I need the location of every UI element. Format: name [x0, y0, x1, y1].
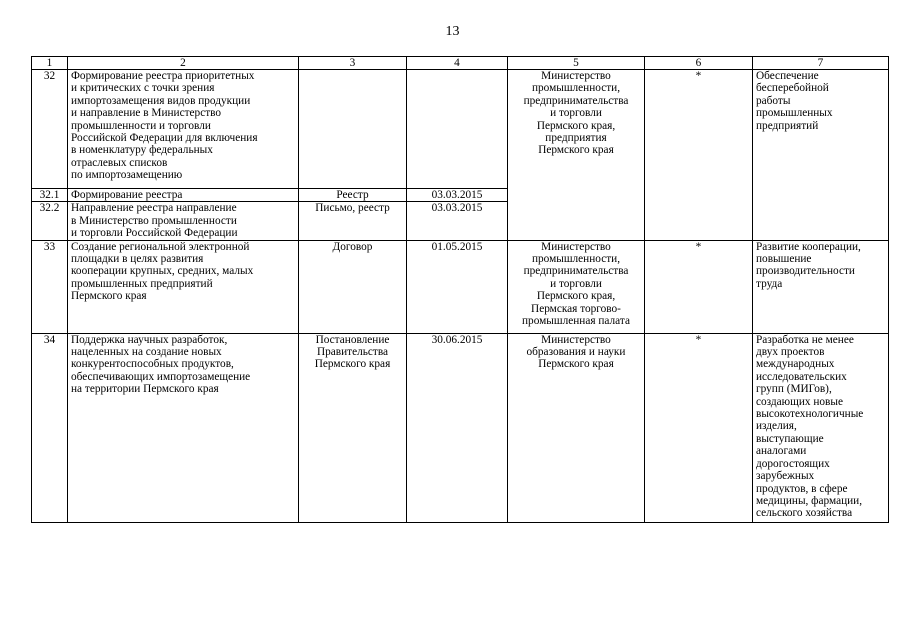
column-header: 3: [299, 57, 407, 70]
row-number: 34: [32, 333, 68, 522]
task-cell: Поддержка научных разработок, нацеленных на создание новых конкурентоспособных продуктов, обеспечивающих импортозамещение на территории Пермского края: [68, 333, 299, 522]
column-header: 7: [753, 57, 889, 70]
column-header: 5: [508, 57, 645, 70]
table-row: [32, 70, 889, 189]
row-number: 32: [32, 70, 68, 189]
row-number: 32.1: [32, 189, 68, 202]
date-cell: 03.03.2015: [407, 189, 508, 202]
table-row: [32, 333, 889, 522]
mark-cell: *: [645, 240, 753, 333]
result-cell: [299, 70, 407, 189]
executor-cell: Министерство промышленности, предпринимательства и торговли Пермского края, Пермская торгово- промышленная палата: [508, 240, 645, 333]
plan-table: [31, 56, 889, 523]
task-cell: Направление реестра направление в Министерство промышленности и торговли Российской Федерации: [68, 202, 299, 240]
task-cell: Создание региональной электронной площадки в целях развития кооперации крупных, средних, малых промышленных предприятий Пермского края: [68, 240, 299, 333]
column-header: 4: [407, 57, 508, 70]
task-cell: Формирование реестра приоритетных и критических с точки зрения импортозамещения видов продукции и направление в Министерство промышленности и торговли Российской Федерации для включения в номенклатуру федеральных отраслевых списков по импортозамещению: [68, 70, 299, 189]
mark-cell: *: [645, 70, 753, 241]
mark-cell: *: [645, 333, 753, 522]
date-cell: 30.06.2015: [407, 333, 508, 522]
date-cell: 03.03.2015: [407, 202, 508, 240]
effect-cell: Обеспечение бесперебойной работы промышленных предприятий: [753, 70, 889, 241]
row-number: 33: [32, 240, 68, 333]
date-cell: 01.05.2015: [407, 240, 508, 333]
effect-cell: Разработка не менее двух проектов международных исследовательских групп (МИГов), создающих новые высокотехнологичные изделия, выступающие аналогами дорогостоящих зарубежных продуктов, в сфере медицины, фармации, сельского хозяйства: [753, 333, 889, 522]
date-cell: [407, 70, 508, 189]
result-cell: Договор: [299, 240, 407, 333]
effect-cell: Развитие кооперации, повышение производительности труда: [753, 240, 889, 333]
result-cell: Реестр: [299, 189, 407, 202]
table-row: [32, 240, 889, 333]
result-cell: Постановление Правительства Пермского края: [299, 333, 407, 522]
executor-cell: Министерство образования и науки Пермского края: [508, 333, 645, 522]
column-header: 1: [32, 57, 68, 70]
executor-cell: Министерство промышленности, предпринимательства и торговли Пермского края, предприятия Пермского края: [508, 70, 645, 241]
page-number: 13: [445, 24, 460, 39]
column-header: 6: [645, 57, 753, 70]
column-header: 2: [68, 57, 299, 70]
task-cell: Формирование реестра: [68, 189, 299, 202]
header-row: [32, 57, 889, 70]
result-cell: Письмо, реестр: [299, 202, 407, 240]
row-number: 32.2: [32, 202, 68, 240]
